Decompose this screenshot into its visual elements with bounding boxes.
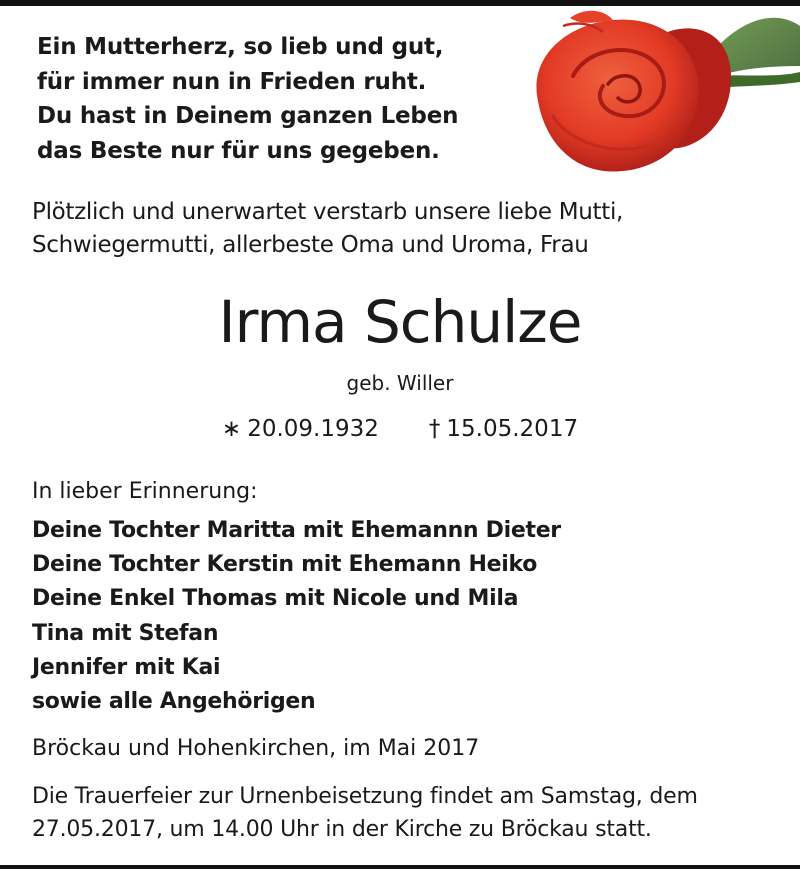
mourner-line: Deine Tochter Maritta mit Ehemannn Dieter bbox=[32, 518, 561, 543]
intro-line: Plötzlich und unerwartet verstarb unsere liebe Mutti, bbox=[32, 199, 624, 225]
intro-line: Schwiegermutti, allerbeste Oma und Uroma, Frau bbox=[32, 232, 589, 258]
mourner-line: Deine Enkel Thomas mit Nicole und Mila bbox=[32, 586, 519, 612]
birth-star-icon: ∗ bbox=[221, 416, 242, 442]
service-line: Die Trauerfeier zur Urnenbeisetzung findet am Samstag, dem bbox=[32, 784, 698, 809]
announcement-intro bbox=[32, 196, 772, 262]
remembrance-heading: In lieber Erinnerung: bbox=[32, 479, 258, 504]
death-date: 15.05.2017 bbox=[446, 416, 579, 442]
mourner-line: Deine Tochter Kerstin mit Ehemann Heiko bbox=[32, 552, 538, 578]
poem bbox=[37, 30, 458, 168]
life-dates bbox=[0, 413, 800, 445]
poem-line: Du hast in Deinem ganzen Leben bbox=[37, 103, 459, 129]
poem-line: das Beste nur für uns gegeben. bbox=[37, 137, 440, 164]
maiden-name: geb. Willer bbox=[346, 371, 454, 395]
death-cross-icon: † bbox=[428, 416, 441, 442]
rose-image bbox=[508, 6, 800, 178]
poem-line: für immer nun in Frieden ruht. bbox=[37, 68, 427, 95]
mourners-list bbox=[32, 514, 561, 719]
mourner-line: Tina mit Stefan bbox=[32, 620, 219, 646]
mourner-line: sowie alle Angehörigen bbox=[32, 689, 316, 715]
service-line: 27.05.2017, um 14.00 Uhr in der Kirche zu Bröckau statt. bbox=[32, 817, 652, 842]
birth-date: 20.09.1932 bbox=[247, 416, 379, 442]
poem-line: Ein Mutterherz, so lieb und gut, bbox=[37, 34, 444, 60]
deceased-name: Irma Schulze bbox=[218, 288, 582, 356]
place-and-date: Bröckau und Hohenkirchen, im Mai 2017 bbox=[32, 736, 480, 761]
mourner-line: Jennifer mit Kai bbox=[32, 654, 221, 680]
funeral-service-info bbox=[32, 780, 777, 846]
